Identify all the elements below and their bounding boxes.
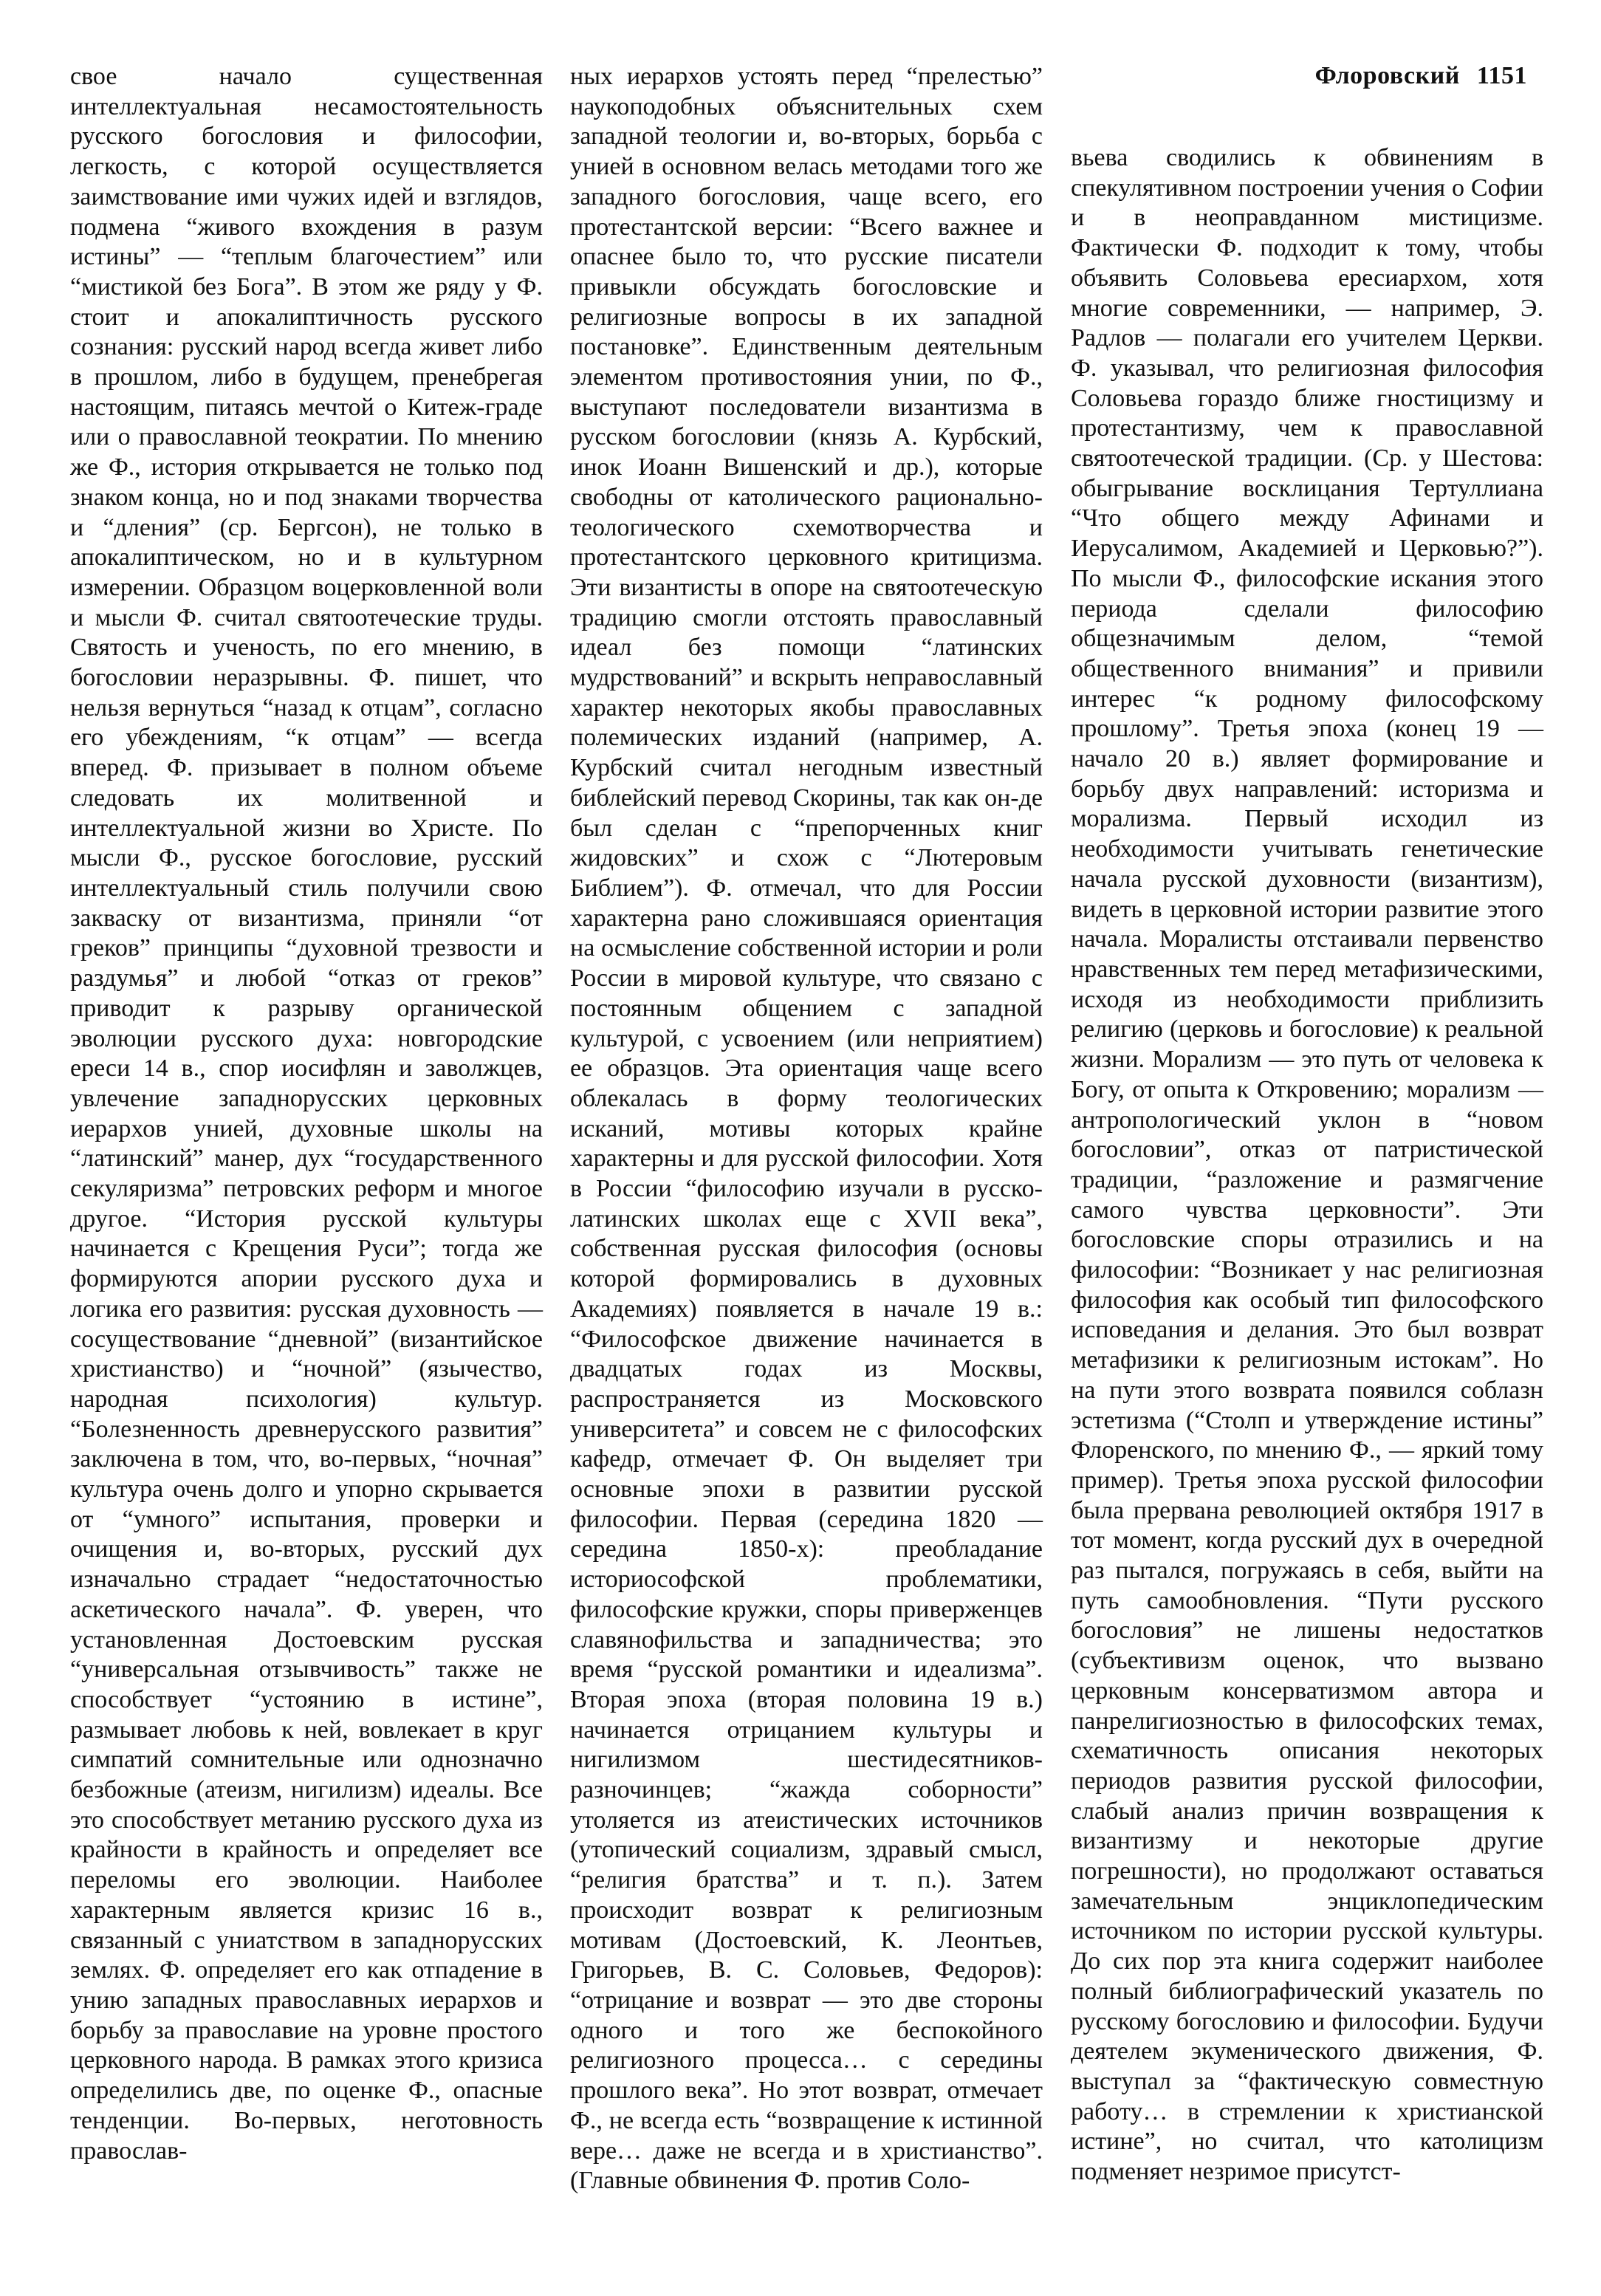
column-2-text: ных иерархов устоять перед “прелестью” наукоподобных объяснительных схем западной теологии и, во-вторых, борьба с унией в основном велась методами того же западного богословия, чаще всего, его протестантской версии: “Всего важнее и опаснее было то, что русские писатели привыкли обсуждать богословские и религиозные вопросы в их западной постановке”. Единственным деятельным элементом противостояния унии, по Ф., выступают последователи византизма в русском богословии (князь А. Курбский, инок Иоанн Вишенский и др.), которые свободны от католического рационально-теологического схемотворчества и протестантского церковного критицизма. Эти византисты в опоре на святоотеческую традицию смогли отстоять православный идеал без помощи “латинских мудрствований” и вскрыть неправославный характер некоторых якобы православных полемических изданий (например, А. Курбский считал негодным известный библейский перевод Скорины, так как он-де был сделан с “препорченных книг жидовских” и схож с “Лютеровым Библием”). Ф. отмечал, что для России характерна рано сложившаяся ориентация на осмысление собственной истории и роли России в мировой культуре, что связано с постоянным общением с западной культурой, с усвоением (или неприятием) ее образцов. Эта ориентация чаще всего облекалась в форму теологических исканий, мотивы которых крайне характерны и для русской философии. Хотя в России “философию изучали в русско-латинских школах еще с XVII века”, собственная русская философия (основы которой формировались в духовных Академиях) появляется в начале 19 в.: “Философское движение начинается в двадцатых годах из Москвы, распространяется из Московского университета” и совсем не с философских кафедр, отмечает Ф. Он выделяет три основные эпохи в развитии русской философии. Первая (середина 1820 — середина 1850-х): преобладание историософской проблематики, философские кружки, споры приверженцев славянофильства и западничества; это время “русской романтики и идеализма”. Вторая эпоха (вторая половина 19 в.) начинается отрицанием культуры и нигилизмом шестидесятников-разночинцев; “жажда соборности” утоляется из атеистических источников (утопический социализм, здравый смысл, “религия братства” и т. п.). Затем происходит возврат к религиозным мотивам (Достоевский, К. Леонтьев, Григорьев, В. С. Соловьев, Федоров): “отрицание и возврат — это две стороны одного и того же беспокойного религиозного процесса… с середины прошлого века”. Но этот возврат, отмечает Ф., не всегда есть “возвращение к истинной вере… даже не всегда и в христианство”. (Главные обвинения Ф. против Соло- xyxy=(570,63,1043,2195)
page-number: 1151 xyxy=(1476,62,1527,89)
text-column-1 xyxy=(70,62,543,2166)
column-3-text: вьева сводились к обвинениям в спекулятивном построении учения о Софии и в неоправданном мистицизме. Фактически Ф. подходит к тому, чтобы объявить Соловьева ересиархом, хотя многие современники, — например, Э. Радлов — полагали его учителем Церкви. Ф. указывал, что религиозная философия Соловьева гораздо ближе гностицизму и протестантизму, чем к православной святоотеческой традиции. (Ср. у Шестова: обыгрывание восклицания Тертуллиана “Что общего между Афинами и Иерусалимом, Академией и Церковью?”). По мысли Ф., философские искания этого периода сделали философию общезначимым делом, “темой общественного внимания” и привили интерес “к родному философскому прошлому”. Третья эпоха (конец 19 — начало 20 в.) являет формирование и борьбу двух направлений: историзма и морализма. Первый исходил из необходимости учитывать генетические начала русской духовности (византизм), видеть в церковной истории развитие этого начала. Моралисты отстаивали первенство нравственных тем перед метафизическими, исходя из необходимости приблизить религию (церковь и богословие) к реальной жизни. Морализм — это путь от человека к Богу, от опыта к Откровению; морализм — антропологический уклон в “новом богословии”, отказ от патристической традиции, “разложение и размягчение самого чувства церковности”. Эти богословские споры отразились и на философии: “Возникает у нас религиозная философия как особый тип философского исповедания и делания. Это был возврат метафизики к религиозным истокам”. Но на пути этого возврата появился соблазн эстетизма (“Столп и утверждение истины” Флоренского, по мнению Ф., — яркий тому пример). Третья эпоха русской философии была прервана революцией октября 1917 в тот момент, когда русский дух в очередной раз пытался, погружаясь в себя, выйти на путь самообновления. “Пути русского богословия” не лишены недостатков (субъективизм оценок, что вызвано церковным консерватизмом автора и панрелигиозностью в философских темах, схематичность описания некоторых периодов развития русской философии, слабый анализ причин возвращения к византизму и некоторые другие погрешности), но продолжают оставаться замечательным энциклопедическим источником по истории русской культуры. До сих пор эта книга содержит наиболее полный библиографический указатель по русскому богословию и философии. Будучи деятелем экуменического движения, Ф. выступал за “фактическую совместную работу… в стремлении к христианской истине”, но считал, что католицизм подменяет незримое присутст- xyxy=(1071,144,1543,2186)
column-1-text: свое начало существенная интеллектуальная несамостоятельность русского богословия и философии, легкость, с которой осуществляется заимствование ими чужих идей и взглядов, подмена “живого вхождения в разум истины” — “теплым благочестием” или “мистикой без Бога”. В этом же ряду у Ф. стоит и апокалиптичность русского сознания: русский народ всегда живет либо в прошлом, либо в будущем, пренебрегая настоящим, питаясь мечтой о Китеж-граде или о православной теократии. По мнению же Ф., история открывается не только под знаком конца, но и под знаками творчества и “дления” (ср. Бергсон), не только в апокалиптическом, но и в культурном измерении. Образцом воцерковленной воли и мысли Ф. считал святоотеческие труды. Святость и ученость, по его мнению, в богословии неразрывны. Ф. пишет, что нельзя вернуться “назад к отцам”, согласно его убеждениям, “к отцам” — всегда вперед. Ф. призывает в полном объеме следовать их молитвенной и интеллектуальной жизни во Христе. По мысли Ф., русское богословие, русский интеллектуальный стиль получили свою закваску от византизма, приняли “от греков” принципы “духовной трезвости и раздумья” и любой “отказ от греков” приводит к разрыву органической эволюции русского духа: новгородские ереси 14 в., спор иосифлян и заволжцев, увлечение западнорусских церковных иерархов унией, духовные школы на “латинский” манер, дух “государственного секуляризма” петровских реформ и многое другое. “История русской культуры начинается с Крещения Руси”; тогда же формируются апории русского духа и логика его развития: русская духовность — сосуществование “дневной” (византийское христианство) и “ночной” (язычество, народная психология) культур. “Болезненность древнерусского развития” заключена в том, что, во-первых, “ночная” культура очень долго и упорно скрывается от “умного” испытания, проверки и очищения и, во-вторых, русский дух изначально страдает “недостаточностью аскетического начала”. Ф. уверен, что установленная Достоевским русская “универсальная отзывчивость” также не способствует “устоянию в истине”, размывает любовь к ней, вовлекает в круг симпатий сомнительные или однозначно безбожные (атеизм, нигилизм) идеалы. Все это способствует метанию русского духа из крайности в крайность и определяет все переломы его эволюции. Наиболее характерным является кризис 16 в., связанный с униатством в западнорусских землях. Ф. определяет его как отпадение в унию западных православных иерархов и борьбу за православие на уровне простого церковного народа. В рамках этого кризиса определились две, по оценке Ф., опасные тенденции. Во-первых, неготовность православ- xyxy=(70,63,543,2165)
running-title: Флоровский xyxy=(1314,62,1460,89)
text-column-3 xyxy=(1071,143,1543,2187)
text-column-2 xyxy=(570,62,1043,2196)
running-header xyxy=(1315,62,1527,90)
